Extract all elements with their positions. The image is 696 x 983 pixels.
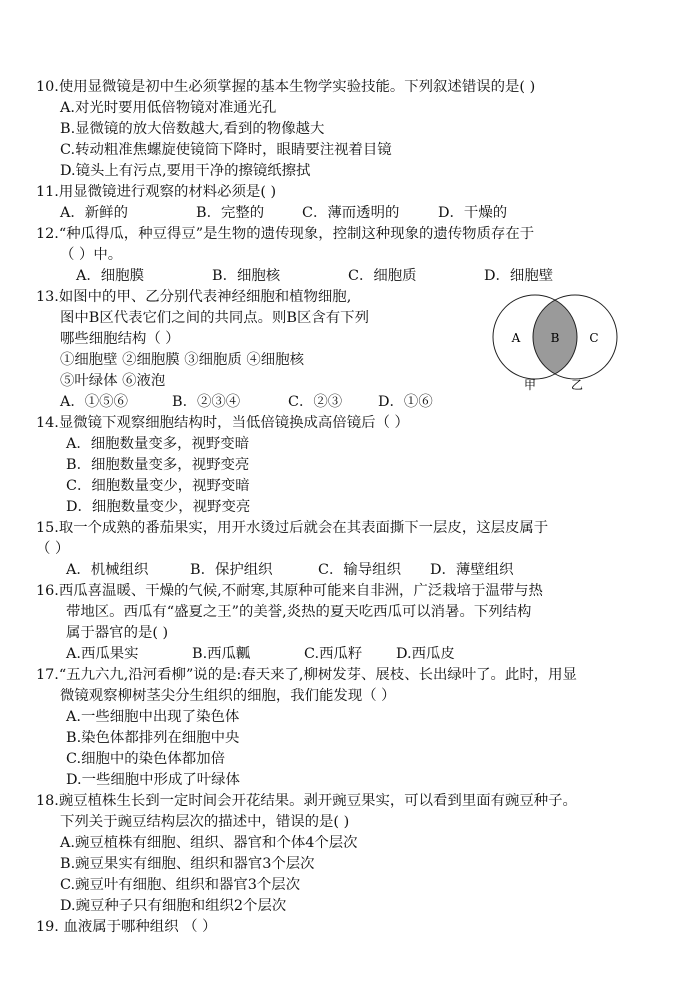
venn-label-a: A [511,331,521,345]
q12-option-b: B．细胞核 [212,268,281,284]
q17-option-b: B.染色体都排列在细胞中央 [66,730,240,746]
q18-option-d: D.豌豆种子只有细胞和组织2个层次 [60,898,287,914]
venn-label-b: B [550,331,560,345]
q12-option-d: D．细胞壁 [484,268,554,284]
q12-option-c: C．细胞质 [348,268,417,284]
q16-stem-line1: 16.西瓜喜温暖、干燥的气候,不耐寒,其原种可能来自非洲，广泛栽培于温带与热 [36,583,543,599]
q15-stem-line1: 15.取一个成熟的番茄果实，用开水烫过后就会在其表面撕下一层皮，这层皮属于 [36,520,549,536]
q15-option-d: D．薄壁组织 [430,562,514,578]
q14-option-b: B．细胞数量变多，视野变亮 [66,457,250,473]
q10-option-c: C.转动粗准焦螺旋使镜筒下降时，眼睛要注视着目镜 [60,142,392,158]
venn-diagram [490,292,620,392]
venn-name-jia: 甲 [523,378,537,392]
q11-option-b: B．完整的 [196,205,265,221]
q10-stem: 10.使用显微镜是初中生必须掌握的基本生物学实验技能。下列叙述错误的是( ) [36,79,536,95]
q18-stem-line2: 下列关于豌豆结构层次的描述中，错误的是( ) [60,814,350,830]
q13-options [60,393,500,411]
q13-option-a: A．①⑤⑥ [60,394,128,410]
q11-option-c: C．薄而透明的 [302,205,400,221]
q17-stem-line1: 17.“五九六九,沿河看柳”说的是:春天来了,柳树发芽、展枝、长出绿叶了。此时，用显 [36,667,577,683]
q13-structures-line2: ⑤叶绿体 ⑥液泡 [60,373,166,389]
q13-stem-line3: 哪些细胞结构（ ） [60,331,180,347]
q17-stem-line2: 微镜观察柳树茎尖分生组织的细胞，我们能发现（ ） [60,688,396,704]
q16-option-b: B.西瓜瓤 [192,646,251,662]
q18-option-a: A.豌豆植株有细胞、组织、器官和个体4个层次 [60,835,358,851]
q15-option-a: A．机械组织 [66,562,149,578]
venn-label-c: C [589,331,599,345]
q16-option-d: D.西瓜皮 [396,646,455,662]
q13-structures-line1: ①细胞壁 ②细胞膜 ③细胞质 ④细胞核 [60,352,304,368]
q16-option-a: A.西瓜果实 [66,646,139,662]
q14-option-d: D．细胞数量变少，视野变亮 [66,499,251,515]
q11-option-d: D．干燥的 [438,205,508,221]
q12-option-a: A．细胞膜 [76,268,144,284]
q17-option-a: A.一些细胞中出现了染色体 [66,709,240,725]
q17-option-d: D.一些细胞中形成了叶绿体 [66,772,240,788]
q16-options [66,645,666,663]
q16-option-c: C.西瓜籽 [304,646,363,662]
q15-option-b: B．保护组织 [190,562,273,578]
q12-stem-line1: 12.“种瓜得瓜，种豆得豆”是生物的遗传现象，控制这种现象的遗传物质存在于 [36,226,535,242]
q10-option-d: D.镜头上有污点,要用干净的擦镜纸擦拭 [60,163,311,179]
q16-stem-line3: 属于器官的是( ) [66,625,169,641]
q18-option-b: B.豌豆果实有细胞、组织和器官3个层次 [60,856,315,872]
q13-option-c: C．②③ [288,394,343,410]
q10-option-b: B.显微镜的放大倍数越大,看到的物像越大 [60,121,325,137]
q19-stem: 19. 血液属于哪种组织 （ ） [36,919,217,935]
q14-option-c: C．细胞数量变少，视野变暗 [66,478,250,494]
q10-option-a: A.对光时要用低倍物镜对准通光孔 [60,100,277,116]
q14-option-a: A．细胞数量变多，视野变暗 [66,436,250,452]
q18-stem-line1: 18.豌豆植株生长到一定时间会开花结果。剥开豌豆果实，可以看到里面有豌豆种子。 [36,793,577,809]
q11-options [60,204,660,222]
q18-option-c: C.豌豆叶有细胞、组织和器官3个层次 [60,877,301,893]
q13-stem-line2: 图中B区代表它们之间的共同点。则B区含有下列 [60,310,369,326]
q12-options [76,267,676,285]
q11-stem: 11.用显微镜进行观察的材料必须是( ) [36,184,277,200]
q16-stem-line2: 带地区。西瓜有“盛夏之王”的美誉,炎热的夏天吃西瓜可以消暑。下列结构 [66,604,532,620]
q12-stem-line2: （ ）中。 [60,247,123,263]
q17-option-c: C.细胞中的染色体都加倍 [66,751,225,767]
q14-stem: 14.显微镜下观察细胞结构时，当低倍镜换成高倍镜后（ ） [36,415,409,431]
q15-stem-line2: （ ） [36,541,70,557]
q13-stem-line1: 13.如图中的甲、乙分别代表神经细胞和植物细胞, [36,289,352,305]
q15-options [66,561,666,579]
q13-option-b: B．②③④ [172,394,241,410]
q11-option-a: A．新鲜的 [60,205,128,221]
q15-option-c: C．输导组织 [318,562,401,578]
venn-name-yi: 乙 [570,378,584,392]
q13-option-d: D．①⑥ [378,394,433,410]
